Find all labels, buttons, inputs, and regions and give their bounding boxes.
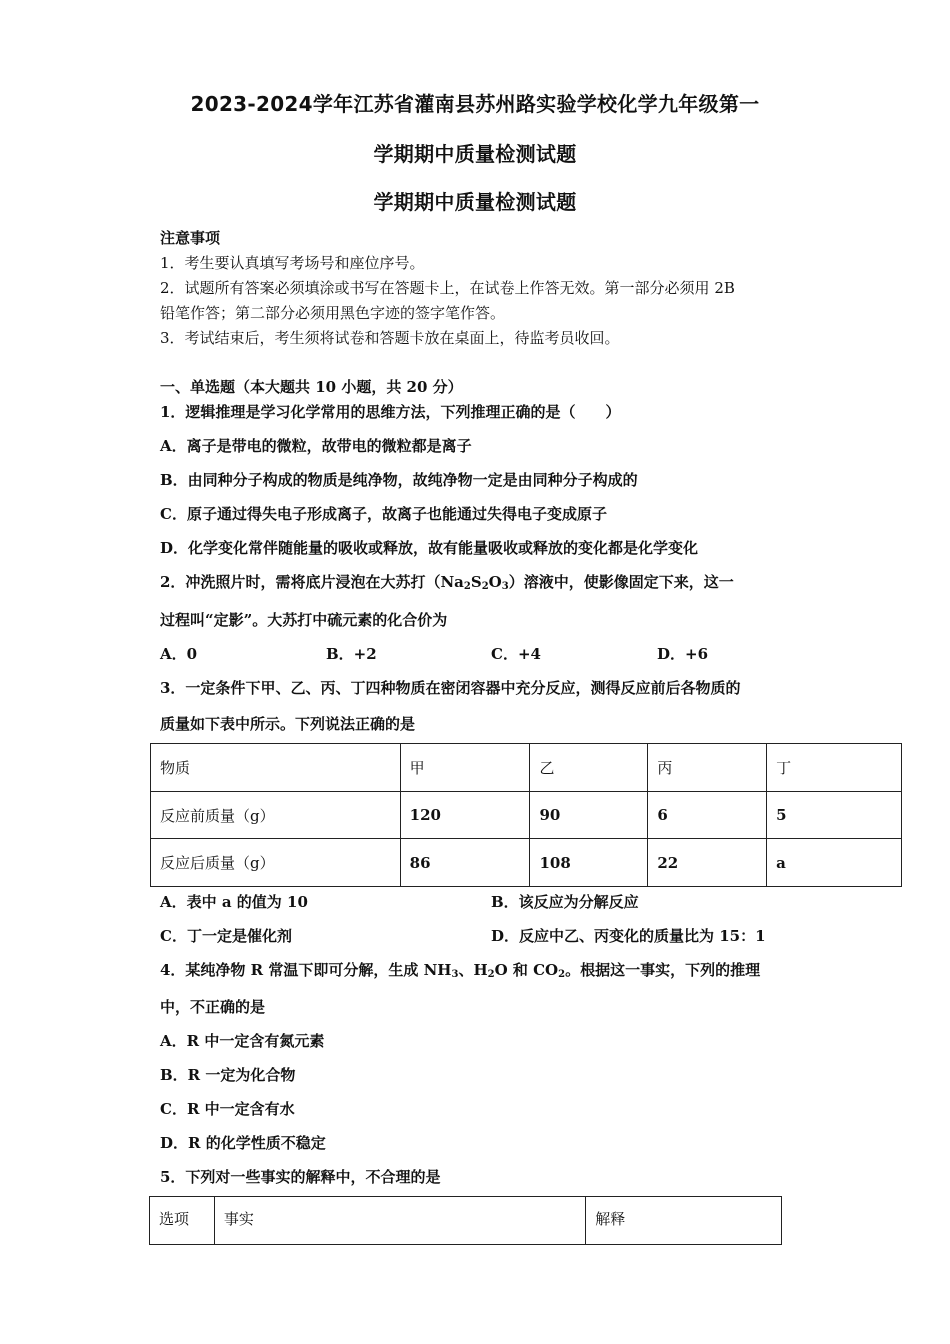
q2-sub1: 2 xyxy=(463,581,471,592)
q5-facts-table xyxy=(149,1196,782,1245)
q4-stem-part3: O 和 CO xyxy=(494,961,559,979)
table-header-cell: 选项 xyxy=(150,1197,215,1245)
document-title-line2: 学期期中质量检测试题 xyxy=(373,142,577,166)
q4-stem xyxy=(160,959,760,980)
notice-item-3: 3．考试结束后，考生须将试卷和答题卡放在桌面上，待监考员收回。 xyxy=(160,329,620,347)
table-header-cell: 解释 xyxy=(586,1197,782,1245)
table-header-cell: 丙 xyxy=(648,744,767,792)
q4-stem-part4: 。根据这一事实，下列的推理 xyxy=(565,961,761,979)
table-cell: 6 xyxy=(648,792,767,839)
document-title-line1: 2023-2024学年江苏省灌南县苏州路实验学校化学九年级第一 xyxy=(190,92,760,116)
table-cell: 5 xyxy=(767,792,902,839)
q4-option-d: D．R 的化学性质不稳定 xyxy=(160,1134,326,1152)
q4-option-b: B．R 一定为化合物 xyxy=(160,1066,296,1084)
table-header-row xyxy=(150,1197,782,1245)
q3-option-b: B．该反应为分解反应 xyxy=(491,893,639,911)
q2-stem xyxy=(160,571,734,592)
q5-stem: 5．下列对一些事实的解释中，不合理的是 xyxy=(160,1168,441,1186)
q4-option-a: A．R 中一定含有氮元素 xyxy=(160,1032,325,1050)
notice-heading: 注意事项 xyxy=(160,229,221,247)
q4-stem-part1: 4．某纯净物 R 常温下即可分解，生成 NH xyxy=(160,961,452,979)
q2-option-a: A．0 xyxy=(160,645,198,663)
table-row-label: 反应后质量（g） xyxy=(151,839,401,887)
q2-option-d: D．+6 xyxy=(657,645,709,663)
q3-stem-line1: 3．一定条件下甲、乙、丙、丁四种物质在密闭容器中充分反应，测得反应前后各物质的 xyxy=(160,679,741,697)
q3-stem-line2: 质量如下表中所示。下列说法正确的是 xyxy=(160,715,416,733)
table-row xyxy=(151,792,902,839)
q3-option-a: A．表中 a 的值为 10 xyxy=(160,893,308,911)
q1-stem: 1．逻辑推理是学习化学常用的思维方法，下列推理正确的是（ ） xyxy=(160,403,621,421)
notice-item-2-cont: 铅笔作答；第二部分必须用黑色字迹的签字笔作答。 xyxy=(160,304,506,322)
q2-stem-line2: 过程叫“定影”。大苏打中硫元素的化合价为 xyxy=(160,611,448,629)
q3-option-d: D．反应中乙、丙变化的质量比为 15：1 xyxy=(491,927,766,945)
q2-option-c: C．+4 xyxy=(491,645,541,663)
q2-option-b: B．+2 xyxy=(326,645,377,663)
q2-stem-part2: ）溶液中，使影像固定下来，这一 xyxy=(508,573,734,591)
q4-sub1: 3 xyxy=(451,969,459,980)
q1-option-c: C．原子通过得失电子形成离子，故离子也能通过失得电子变成原子 xyxy=(160,505,607,523)
q1-option-b: B．由同种分子构成的物质是纯净物，故纯净物一定是由同种分子构成的 xyxy=(160,471,638,489)
table-cell: 108 xyxy=(530,839,648,887)
q4-sub2: 2 xyxy=(487,969,495,980)
table-cell: 90 xyxy=(530,792,648,839)
table-cell: 22 xyxy=(648,839,767,887)
table-header-cell: 事实 xyxy=(214,1197,585,1245)
table-row-label: 反应前质量（g） xyxy=(151,792,401,839)
q3-option-c: C．丁一定是催化剂 xyxy=(160,927,292,945)
q2-stem-o: O xyxy=(488,573,502,591)
q2-sub2: 2 xyxy=(481,581,489,592)
section-heading: 一、单选题（本大题共 10 小题，共 20 分） xyxy=(160,378,463,396)
q4-sub3: 2 xyxy=(558,969,566,980)
q1-option-d: D．化学变化常伴随能量的吸收或释放，故有能量吸收或释放的变化都是化学变化 xyxy=(160,539,699,557)
notice-item-2: 2．试题所有答案必须填涂或书写在答题卡上，在试卷上作答无效。第一部分必须用 2B xyxy=(160,279,735,297)
table-cell: 86 xyxy=(400,839,530,887)
table-header-row xyxy=(151,744,902,792)
q2-stem-s: S xyxy=(470,573,482,591)
q3-mass-table xyxy=(150,743,902,887)
q1-option-a: A．离子是带电的微粒，故带电的微粒都是离子 xyxy=(160,437,472,455)
q4-stem-part2: 、H xyxy=(458,961,488,979)
table-header-cell: 乙 xyxy=(530,744,648,792)
table-cell: a xyxy=(767,839,902,887)
notice-item-1: 1．考生要认真填写考场号和座位序号。 xyxy=(160,254,425,272)
table-row xyxy=(151,839,902,887)
q4-stem-line2: 中，不正确的是 xyxy=(160,998,266,1016)
q4-option-c: C．R 中一定含有水 xyxy=(160,1100,295,1118)
table-header-cell: 物质 xyxy=(151,744,401,792)
document-title-line3: 学期期中质量检测试题 xyxy=(373,190,577,214)
table-header-cell: 甲 xyxy=(400,744,530,792)
q2-sub3: 3 xyxy=(501,581,509,592)
table-header-cell: 丁 xyxy=(767,744,902,792)
table-cell: 120 xyxy=(400,792,530,839)
q2-stem-part1: 2．冲洗照片时，需将底片浸泡在大苏打（Na xyxy=(160,573,464,591)
